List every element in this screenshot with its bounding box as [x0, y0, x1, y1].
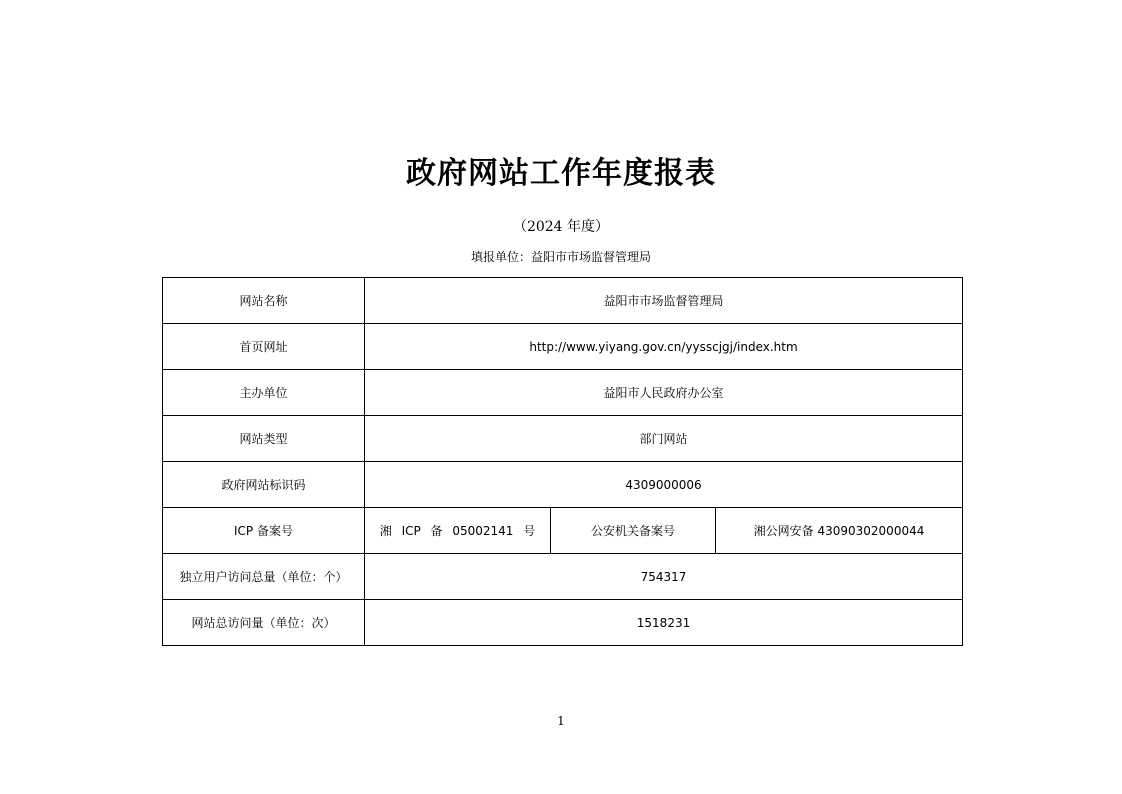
table-row	[163, 462, 963, 508]
table-row	[163, 554, 963, 600]
row-value-site-id: 4309000006	[365, 462, 963, 508]
row-value-police-record: 湘公网安备 43090302000044	[716, 508, 963, 554]
row-value-sponsor: 益阳市人民政府办公室	[365, 370, 963, 416]
row-label-police-record: 公安机关备案号	[551, 508, 716, 554]
report-year: （2024 年度）	[512, 219, 610, 235]
reporting-unit: 填报单位：益阳市市场监督管理局	[470, 250, 651, 264]
row-label-total-visits: 网站总访问量（单位：次）	[163, 600, 365, 646]
row-label-unique-visitors: 独立用户访问总量（单位：个）	[163, 554, 365, 600]
table-row	[163, 508, 963, 554]
row-label-site-name: 网站名称	[163, 278, 365, 324]
table-row	[163, 416, 963, 462]
report-table	[162, 277, 963, 646]
row-label-sponsor: 主办单位	[163, 370, 365, 416]
row-value-icp: 湘 ICP 备 05002141 号	[365, 508, 551, 554]
document-title: 政府网站工作年度报表	[406, 156, 716, 191]
table-row	[163, 324, 963, 370]
row-value-site-type: 部门网站	[365, 416, 963, 462]
table-row	[163, 600, 963, 646]
row-label-homepage-url: 首页网址	[163, 324, 365, 370]
row-value-unique-visitors: 754317	[365, 554, 963, 600]
row-value-total-visits: 1518231	[365, 600, 963, 646]
homepage-url-link[interactable]: http://www.yiyang.gov.cn/yysscjgj/index.htm	[365, 324, 963, 370]
row-label-site-type: 网站类型	[163, 416, 365, 462]
row-label-icp: ICP 备案号	[163, 508, 365, 554]
row-value-site-name: 益阳市市场监督管理局	[365, 278, 963, 324]
row-label-site-id: 政府网站标识码	[163, 462, 365, 508]
page-number: 1	[557, 714, 565, 728]
table-row	[163, 278, 963, 324]
table-row	[163, 370, 963, 416]
